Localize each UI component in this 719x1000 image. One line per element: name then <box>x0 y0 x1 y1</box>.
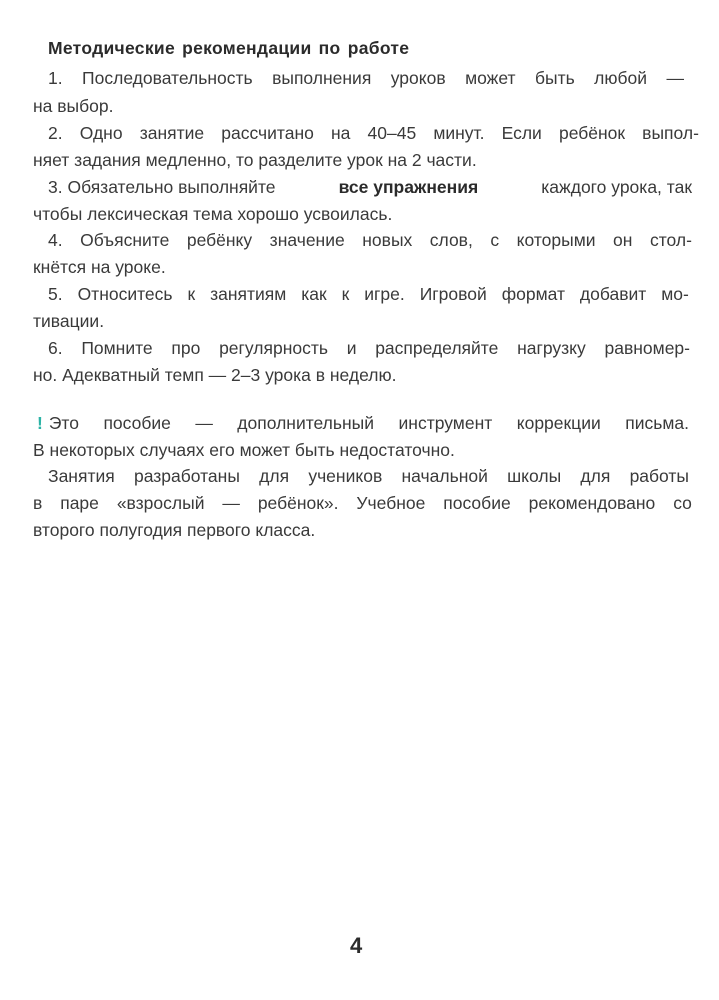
closing-line-2: в паре «взрослый — ребёнок». Учебное пособие рекомендовано со <box>33 493 692 513</box>
item-2-line-2: няет задания медленно, то разделите урок на 2 части. <box>33 150 477 170</box>
item-6-line-2: но. Адекватный темп — 2–3 урока в неделю. <box>33 365 397 385</box>
exclamation-icon: ! <box>37 413 43 433</box>
closing-line-1: Занятия разработаны для учеников начальной школы для работы <box>48 466 689 486</box>
item-4-line-2: кнётся на уроке. <box>33 257 166 277</box>
item-5-line-1: 5. Относитесь к занятиям как к игре. Игровой формат добавит мо- <box>48 284 689 304</box>
item-1-line-2: на выбор. <box>33 96 114 116</box>
note-line-1: ! Это пособие — дополнительный инструмент коррекции письма. <box>37 413 689 433</box>
note-line-2: В некоторых случаях его может быть недостаточно. <box>33 440 455 460</box>
item-3-line-1: 3. Обязательно выполняйте все упражнения каждого урока, так <box>48 177 692 197</box>
item-2-line-1: 2. Одно занятие рассчитано на 40–45 минут. Если ребёнок выпол- <box>48 123 699 143</box>
item-1-line-1: 1. Последовательность выполнения уроков может быть любой — <box>48 68 684 88</box>
section-heading: Методические рекомендации по работе <box>48 38 410 58</box>
item-5-line-2: тивации. <box>33 311 105 331</box>
closing-line-3: второго полугодия первого класса. <box>33 520 316 540</box>
item-4-line-1: 4. Объясните ребёнку значение новых слов, с которыми он стол- <box>48 230 692 250</box>
emphasis-text: все упражнения <box>338 177 479 197</box>
item-6-line-1: 6. Помните про регулярность и распределяйте нагрузку равномер- <box>48 338 690 358</box>
page-number: 4 <box>350 933 363 958</box>
item-3-line-2: чтобы лексическая тема хорошо усвоилась. <box>33 204 393 224</box>
